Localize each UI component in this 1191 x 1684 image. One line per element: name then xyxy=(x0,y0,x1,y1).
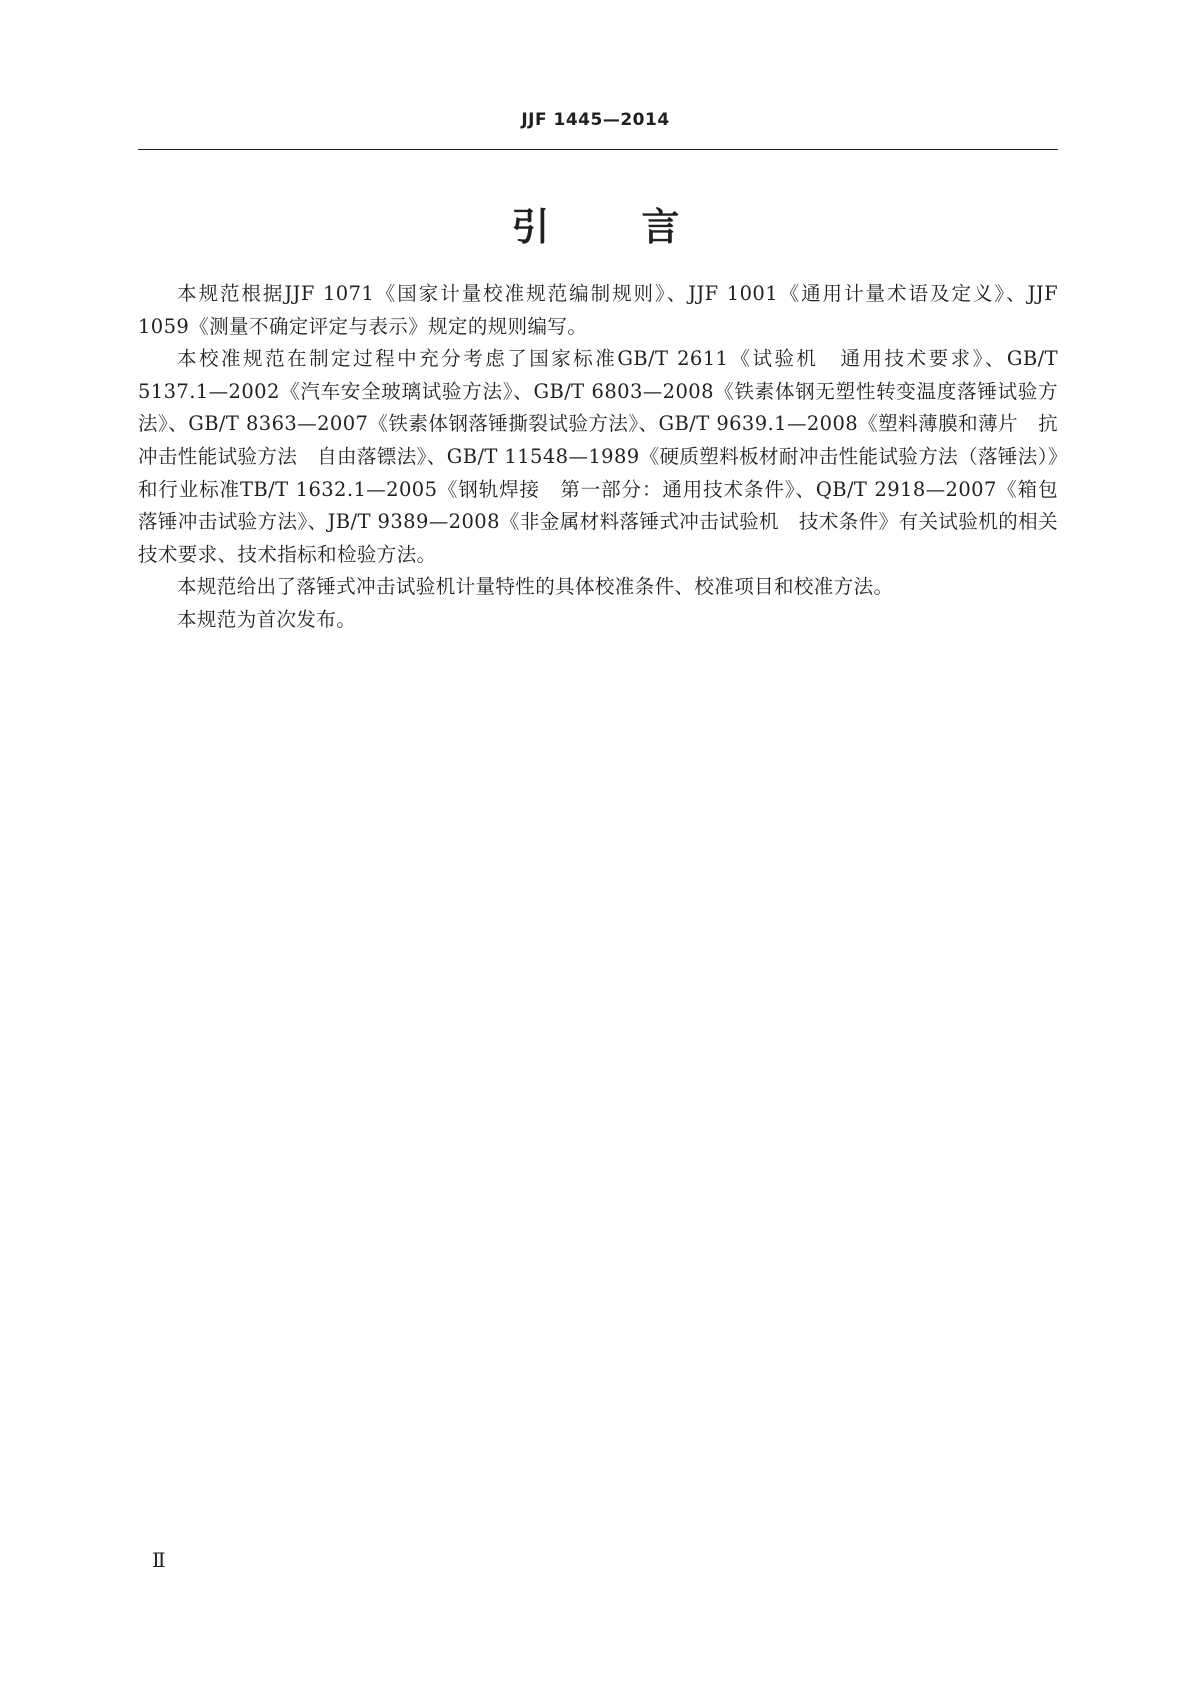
page-number: Ⅱ xyxy=(152,1548,166,1572)
header-divider xyxy=(138,149,1058,150)
paragraph-4: 本规范为首次发布。 xyxy=(177,607,357,631)
document-code-header: JJF 1445—2014 xyxy=(521,110,670,130)
title-char-1: 引 xyxy=(511,205,550,249)
paragraph-3: 本规范给出了落锤式冲击试验机计量特性的具体校准条件、校准项目和校准方法。 xyxy=(177,575,894,599)
paragraph-2: 本校准规范在制定过程中充分考虑了国家标准GB/T 2611《试验机 通用技术要求》、GB/T 5137.1—2002《汽车安全玻璃试验方法》、GB/T 6803—2008《铁素体钢无塑性转变温度落锤试验方法》、GB/T 8363—2007《铁素体钢落锤撕裂试验方法》、GB/T 9639.1—2008《塑料薄膜和薄片 抗冲击性能试验方法 自由落镖法》、GB/T 11548—1989《硬质塑料板材耐冲击性能试验方法（落锤法）》和行业标准TB/T 1632.1—2005《钢轨焊接 第一部分：通用技术条件》、QB/T 2918—2007《箱包 落锤冲击试验方法》、JB/T 9389—2008《非金属材料落锤式冲击试验机 技术条件》有关试验机的相关技术要求、技术指标和检验方法。 xyxy=(138,347,1078,566)
title-char-2: 言 xyxy=(641,205,680,249)
paragraph-1: 本规范根据JJF 1071《国家计量校准规范编制规则》、JJF 1001《通用计量术语及定义》、JJF 1059《测量不确定评定与表示》规定的规则编写。 xyxy=(138,282,1058,338)
page-title xyxy=(0,196,1191,251)
introduction-body xyxy=(138,278,1078,637)
